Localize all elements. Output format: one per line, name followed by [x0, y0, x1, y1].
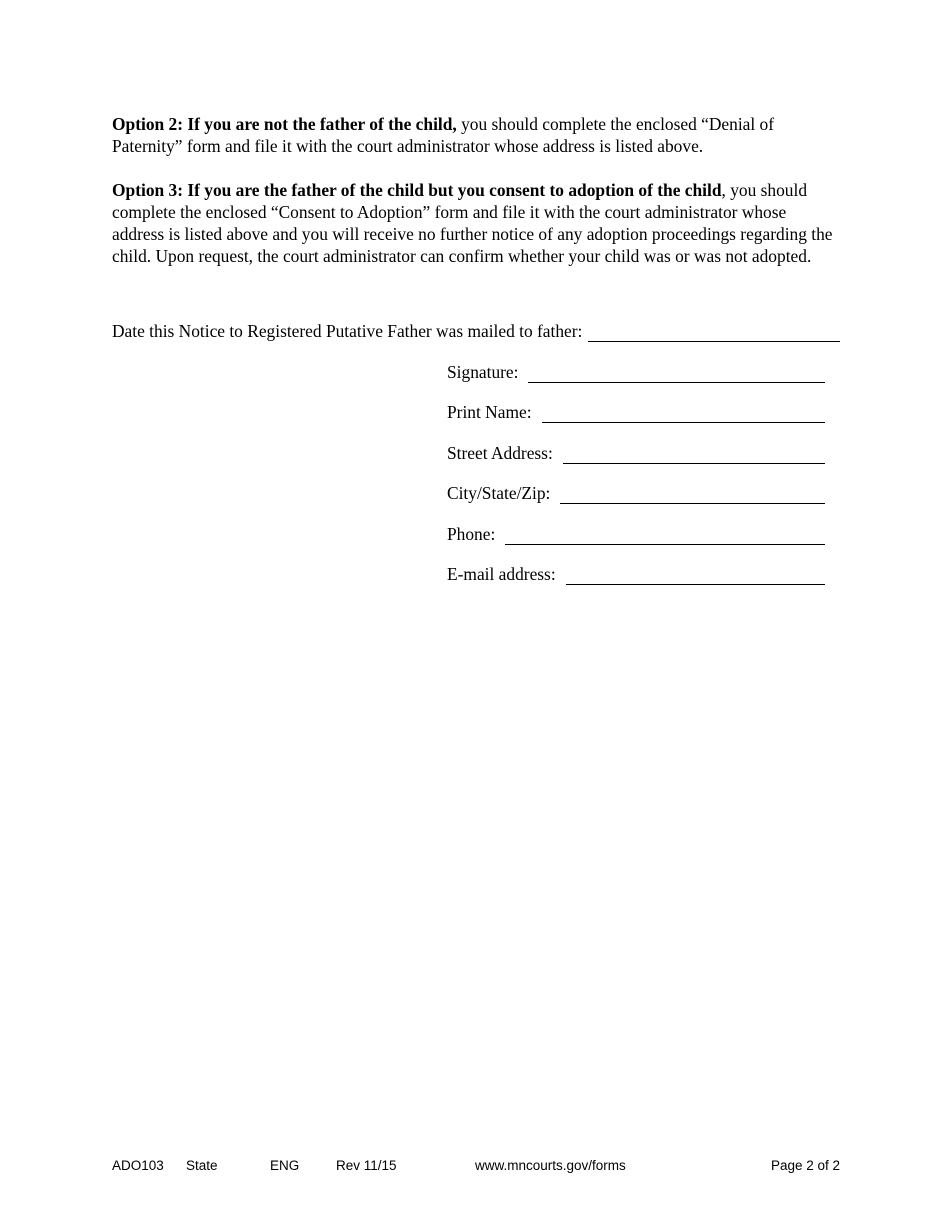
street-address-label: Street Address:	[447, 443, 553, 463]
footer-jurisdiction: State	[186, 1158, 218, 1173]
print-name-field[interactable]	[542, 404, 825, 423]
option-2-text: you should complete the enclosed “Denial of Paternity” form and file it with the court administrator whose address is listed above.	[112, 114, 775, 156]
street-address-field[interactable]	[563, 445, 825, 464]
signature-row	[447, 361, 825, 383]
option-3-paragraph	[112, 179, 840, 267]
print-name-label: Print Name:	[447, 402, 532, 422]
option-3-text: , you should complete the enclosed “Consent to Adoption” form and file it with the court administrator whose address is listed above and you will receive no further notice of any adoption proceedings regarding the child. Upon request, the court administrator can confirm whether your child was or was not adopted.	[112, 180, 833, 266]
email-label: E-mail address:	[447, 564, 556, 584]
option-3-heading: Option 3: If you are the father of the child but you consent to adoption of the child	[112, 180, 722, 200]
print-name-row	[447, 401, 825, 423]
phone-field[interactable]	[505, 526, 825, 545]
page-footer	[112, 1157, 840, 1175]
footer-language: ENG	[270, 1158, 300, 1173]
date-mailed-field[interactable]	[588, 322, 840, 342]
signature-label: Signature:	[447, 362, 519, 382]
city-state-zip-row	[447, 482, 825, 504]
signature-field[interactable]	[528, 364, 825, 383]
option-2-heading: Option 2: If you are not the father of the child,	[112, 114, 457, 134]
phone-row	[447, 523, 825, 545]
footer-revision: Rev 11/15	[336, 1158, 397, 1173]
date-mailed-label: Date this Notice to Registered Putative Father was mailed to father:	[112, 321, 583, 341]
email-row	[447, 563, 825, 585]
email-field[interactable]	[566, 566, 825, 585]
phone-label: Phone:	[447, 524, 496, 544]
city-state-zip-label: City/State/Zip:	[447, 483, 551, 503]
city-state-zip-field[interactable]	[560, 485, 825, 504]
footer-form-code: ADO103	[112, 1158, 164, 1173]
street-address-row	[447, 442, 825, 464]
footer-url: www.mncourts.gov/forms	[475, 1158, 626, 1173]
option-2-paragraph	[112, 113, 840, 157]
date-mailed-row	[112, 320, 840, 342]
footer-page-number: Page 2 of 2	[770, 1158, 840, 1173]
